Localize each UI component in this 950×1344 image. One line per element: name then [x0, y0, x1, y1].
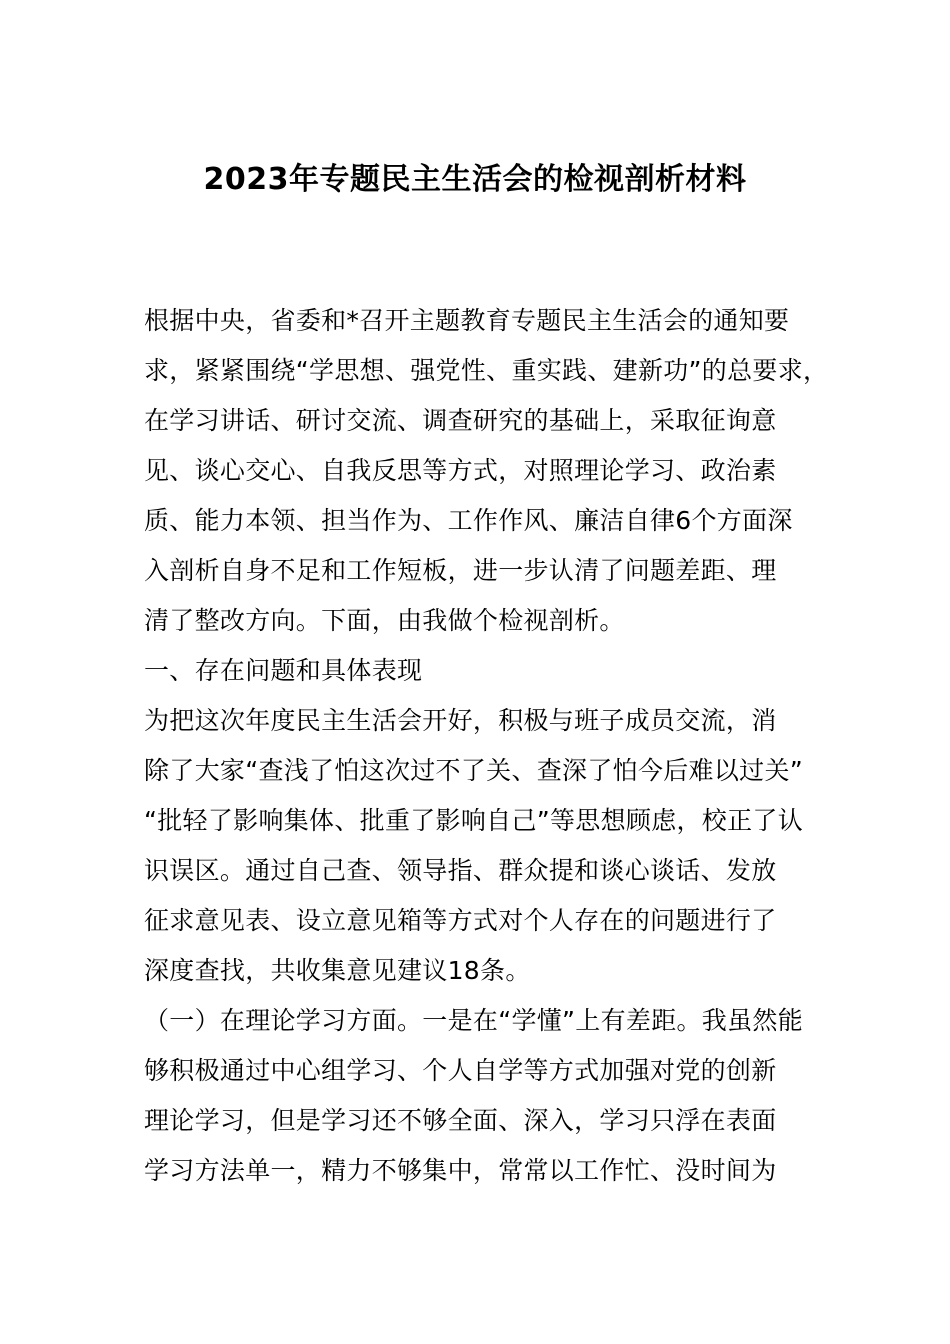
body-line: 清了整改方向。下面，由我做个检视剖析。: [144, 606, 625, 635]
body-line: 够积极通过中心组学习、个人自学等方式加强对党的创新: [144, 1056, 777, 1085]
body-line: 在学习讲话、研讨交流、调查研究的基础上，采取征询意: [144, 406, 777, 435]
body-line: 学习方法单一，精力不够集中，常常以工作忙、没时间为: [144, 1156, 777, 1185]
document-body: [144, 296, 829, 1196]
body-line: 求，紧紧围绕“学思想、强党性、重实践、建新功”的总要求，: [144, 356, 829, 385]
body-line: 质、能力本领、担当作为、工作作风、廉洁自律6个方面深: [144, 506, 793, 535]
body-line: 识误区。通过自己查、领导指、群众提和谈心谈话、发放: [144, 856, 777, 885]
body-line: 除了大家“查浅了怕这次过不了关、查深了怕今后难以过关”: [144, 756, 804, 785]
body-line: 见、谈心交心、自我反思等方式，对照理论学习、政治素: [144, 456, 777, 485]
body-line: 深度查找，共收集意见建议18条。: [144, 956, 531, 985]
body-line: 征求意见表、设立意见箱等方式对个人存在的问题进行了: [144, 906, 777, 935]
body-line: 为把这次年度民主生活会开好，积极与班子成员交流，消: [144, 706, 777, 735]
body-line: （一）在理论学习方面。一是在“学懂”上有差距。我虽然能: [144, 1006, 804, 1035]
section-heading: 一、存在问题和具体表现: [144, 656, 423, 685]
body-line: 入剖析自身不足和工作短板，进一步认清了问题差距、理: [144, 556, 777, 585]
body-line: “批轻了影响集体、批重了影响自己”等思想顾虑，校正了认: [144, 806, 804, 835]
document-title: 2023年专题民主生活会的检视剖析材料: [203, 162, 747, 197]
body-line: 根据中央，省委和*召开主题教育专题民主生活会的通知要: [144, 306, 790, 335]
body-line: 理论学习，但是学习还不够全面、深入，学习只浮在表面: [144, 1106, 777, 1135]
